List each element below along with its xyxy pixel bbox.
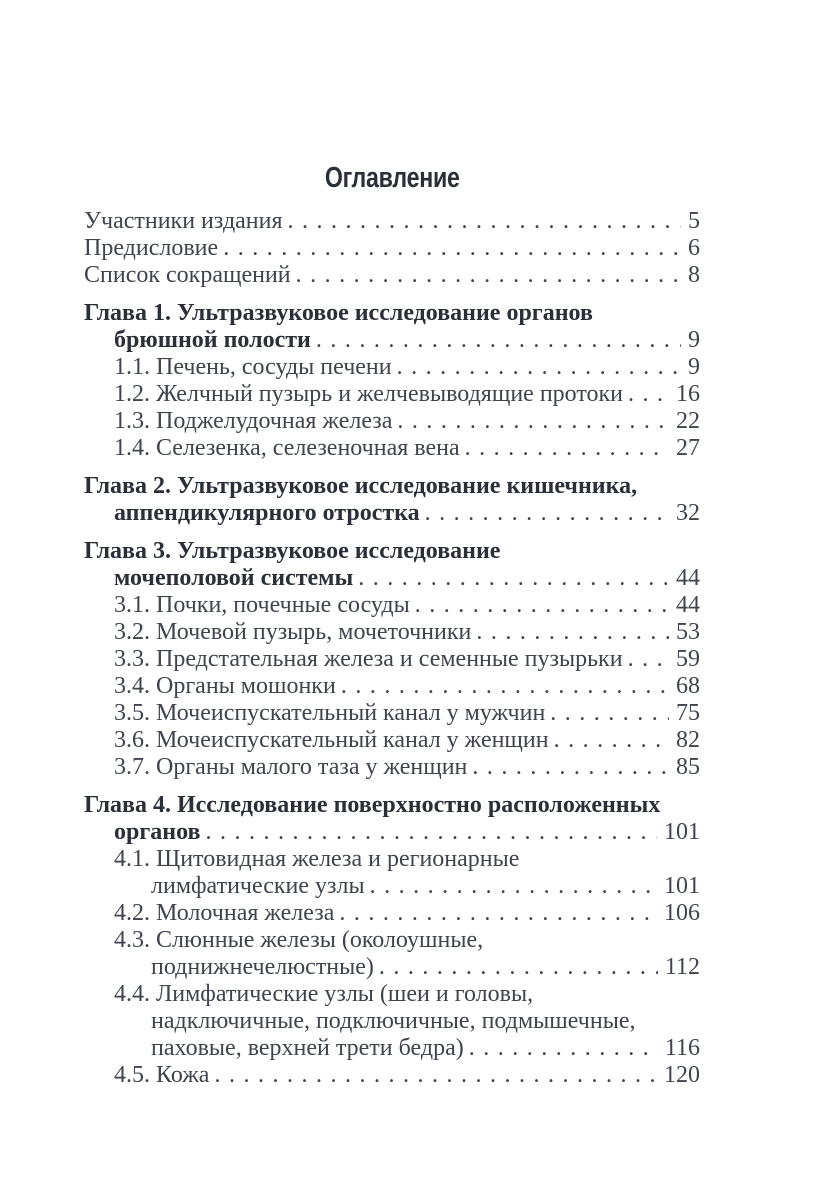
- toc-entry: [84, 727, 700, 754]
- toc-page-number: 53: [676, 619, 700, 645]
- toc-page-number: 101: [664, 873, 700, 899]
- toc-line: [84, 619, 700, 646]
- toc-page-number: 75: [676, 700, 700, 726]
- toc-entry: [84, 354, 700, 381]
- toc-line: [84, 1008, 700, 1035]
- dot-leader: [311, 327, 681, 354]
- toc-page-number: 44: [676, 592, 700, 618]
- toc-line: [84, 846, 700, 873]
- toc-entry-text: Глава 2. Ультразвуковое исследование кишечника,: [84, 473, 638, 499]
- toc-page-number: 5: [688, 208, 700, 234]
- toc-entry-text: 4.4. Лимфатические узлы (шеи и головы,: [114, 981, 534, 1007]
- toc-line: [84, 1062, 700, 1089]
- toc-entry: [84, 208, 700, 235]
- dot-leader: [374, 954, 658, 981]
- dot-leader: [334, 900, 657, 927]
- toc-entry: [84, 700, 700, 727]
- toc-line: [84, 792, 700, 819]
- toc-page-number: 27: [676, 435, 700, 461]
- toc-entry-text: 4.5. Кожа: [114, 1062, 210, 1088]
- toc-entry-text: мочеполовой системы: [114, 565, 354, 591]
- dot-leader: [549, 727, 669, 754]
- dot-leader: [467, 754, 669, 781]
- toc-line: [84, 1035, 700, 1062]
- toc-line: [84, 592, 700, 619]
- toc-entry: [84, 262, 700, 289]
- toc-line: [84, 673, 700, 700]
- toc-line: [84, 300, 700, 327]
- toc-entry-text: 1.4. Селезенка, селезеночная вена: [114, 435, 460, 461]
- dot-leader: [392, 354, 681, 381]
- toc-entry-text: 4.1. Щитовидная железа и регионарные: [114, 846, 520, 872]
- toc-line: [84, 754, 700, 781]
- toc-page-number: 9: [688, 354, 700, 380]
- dot-leader: [410, 592, 669, 619]
- toc-line: [84, 700, 700, 727]
- toc-page-number: 106: [664, 900, 700, 926]
- toc-entry-text: Глава 3. Ультразвуковое исследование: [84, 538, 501, 564]
- toc-line: [84, 208, 700, 235]
- toc-entry-text: лимфатические узлы: [151, 873, 365, 899]
- toc-entry: [84, 381, 700, 408]
- dot-leader: [464, 1035, 658, 1062]
- toc-entry: [84, 927, 700, 981]
- toc-line: [84, 646, 700, 673]
- toc-entry-text: Участники издания: [84, 208, 283, 234]
- toc-entry: [84, 754, 700, 781]
- toc-line: [84, 927, 700, 954]
- toc-entry-text: 1.2. Желчный пузырь и желчевыводящие протоки: [114, 381, 624, 407]
- toc-entry-text: 1.3. Поджелудочная железа: [114, 408, 393, 434]
- toc-entry-text: 1.1. Печень, сосуды печени: [114, 354, 392, 380]
- toc-entry-text: надключичные, подключичные, подмышечные,: [151, 1008, 636, 1034]
- toc-page-number: 112: [664, 954, 700, 980]
- toc-entry-text: 3.2. Мочевой пузырь, мочеточники: [114, 619, 472, 645]
- toc-entry-text: аппендикулярного отростка: [114, 500, 420, 526]
- toc-entry-text: брюшной полости: [114, 327, 311, 353]
- toc-chapter-entry: [84, 538, 700, 592]
- toc-line: [84, 354, 700, 381]
- toc-page-number: 82: [676, 727, 700, 753]
- toc-entry-text: Предисловие: [84, 235, 219, 261]
- toc-page-number: 116: [664, 1035, 700, 1061]
- toc-page-number: 120: [664, 1062, 700, 1088]
- toc-line: [84, 727, 700, 754]
- toc-page-number: 44: [676, 565, 700, 591]
- page-heading: [84, 158, 700, 194]
- toc-entry-text: Список сокращений: [84, 262, 291, 288]
- toc-entry-text: 3.4. Органы мошонки: [114, 673, 336, 699]
- toc-chapter-entry: [84, 300, 700, 354]
- dot-leader: [420, 500, 669, 527]
- toc-entry: [84, 1062, 700, 1089]
- toc-entry: [84, 408, 700, 435]
- toc-entry-text: 4.3. Слюнные железы (околоушные,: [114, 927, 484, 953]
- toc-entry-text: 4.2. Молочная железа: [114, 900, 335, 926]
- dot-leader: [353, 565, 669, 592]
- toc-entry: [84, 619, 700, 646]
- dot-leader: [471, 619, 669, 646]
- toc-entry: [84, 846, 700, 900]
- toc-line: [84, 235, 700, 262]
- toc-entry: [84, 235, 700, 262]
- toc-entry-text: 3.7. Органы малого таза у женщин: [114, 754, 468, 780]
- toc-entry: [84, 435, 700, 462]
- table-of-contents: [84, 208, 700, 1089]
- toc-line: [84, 873, 700, 900]
- toc-page-number: 101: [664, 819, 700, 845]
- toc-entry-text: паховые, верхней трети бедра): [151, 1035, 464, 1061]
- dot-leader: [623, 381, 669, 408]
- toc-line: [84, 262, 700, 289]
- dot-leader: [460, 435, 669, 462]
- page-title: Оглавление: [324, 162, 460, 194]
- toc-line: [84, 435, 700, 462]
- toc-entry: [84, 673, 700, 700]
- toc-line: [84, 981, 700, 1008]
- toc-page-number: 9: [688, 327, 700, 353]
- toc-chapter-entry: [84, 792, 700, 846]
- dot-leader: [291, 262, 681, 289]
- toc-entry-text: 3.6. Мочеиспускательный канал у женщин: [114, 727, 549, 753]
- toc-entry-text: 3.5. Мочеиспускательный канал у мужчин: [114, 700, 546, 726]
- toc-line: [84, 473, 700, 500]
- dot-leader: [336, 673, 669, 700]
- toc-entry-text: поднижнечелюстные): [151, 954, 374, 980]
- toc-page-number: 8: [688, 262, 700, 288]
- dot-leader: [392, 408, 669, 435]
- dot-leader: [200, 819, 657, 846]
- toc-page-number: 32: [676, 500, 700, 526]
- toc-line: [84, 954, 700, 981]
- toc-entry-text: 3.3. Предстательная железа и семенные пузырьки: [114, 646, 623, 672]
- toc-entry: [84, 592, 700, 619]
- toc-line: [84, 565, 700, 592]
- toc-line: [84, 381, 700, 408]
- toc-page-number: 59: [676, 646, 700, 672]
- toc-entry-text: органов: [114, 819, 201, 845]
- toc-line: [84, 819, 700, 846]
- toc-entry: [84, 900, 700, 927]
- toc-page-number: 85: [676, 754, 700, 780]
- dot-leader: [623, 646, 669, 673]
- toc-page-number: 16: [676, 381, 700, 407]
- toc-line: [84, 327, 700, 354]
- dot-leader: [283, 208, 681, 235]
- dot-leader: [209, 1062, 657, 1089]
- toc-entry: [84, 981, 700, 1062]
- toc-line: [84, 900, 700, 927]
- dot-leader: [545, 700, 669, 727]
- toc-line: [84, 538, 700, 565]
- toc-page-number: 6: [688, 235, 700, 261]
- toc-entry-text: Глава 1. Ультразвуковое исследование органов: [84, 300, 593, 326]
- toc-line: [84, 500, 700, 527]
- toc-entry: [84, 646, 700, 673]
- toc-entry-text: Глава 4. Исследование поверхностно расположенных: [84, 792, 661, 818]
- toc-entry-text: 3.1. Почки, почечные сосуды: [114, 592, 410, 618]
- toc-page-number: 22: [676, 408, 700, 434]
- toc-page-number: 68: [676, 673, 700, 699]
- dot-leader: [218, 235, 681, 262]
- toc-chapter-entry: [84, 473, 700, 527]
- dot-leader: [365, 873, 657, 900]
- toc-line: [84, 408, 700, 435]
